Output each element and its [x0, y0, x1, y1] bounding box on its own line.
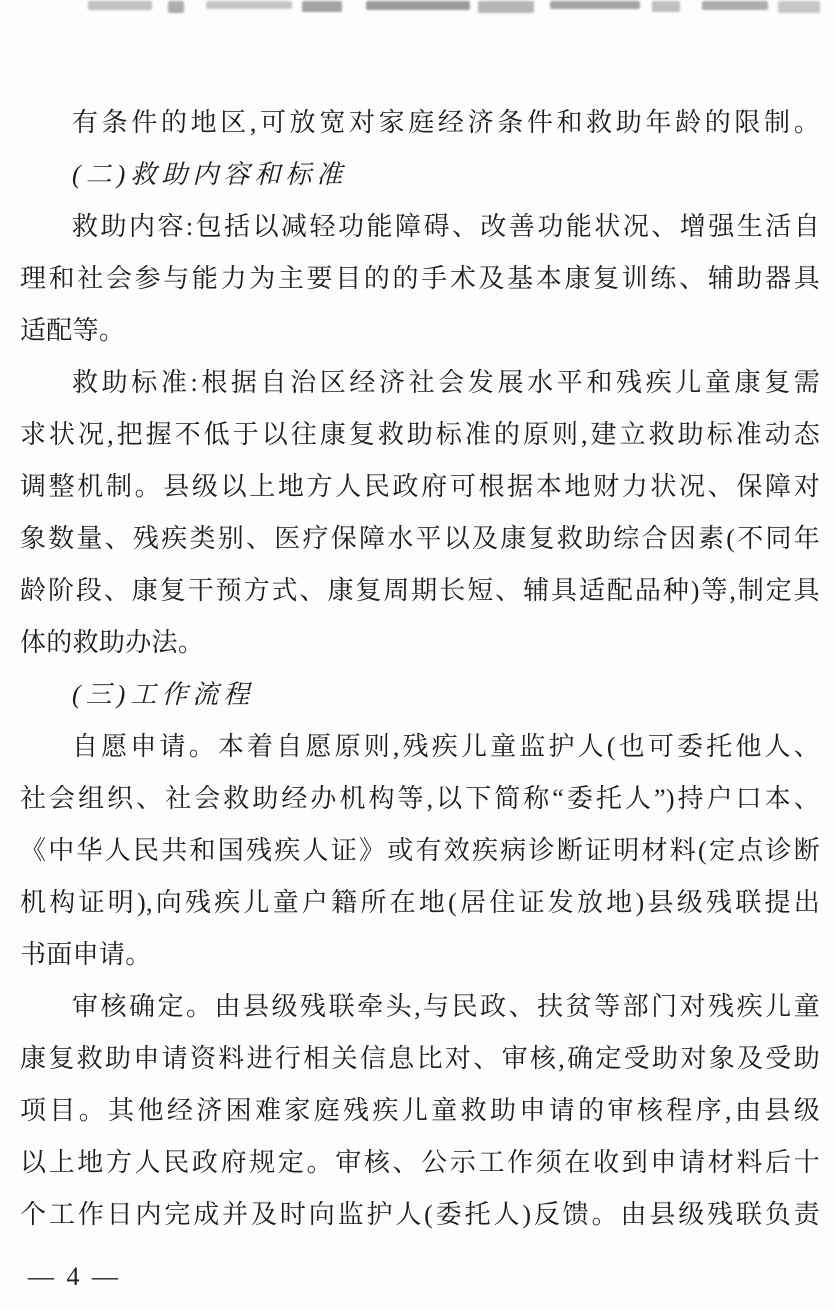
text-line: 个工作日内完成并及时向监护人(委托人)反馈。由县级残联负责: [20, 1200, 820, 1229]
text-line: 社会组织、社会救助经办机构等,以下简称“委托人”)持户口本、: [20, 784, 820, 813]
scan-artifact-top: [88, 1, 802, 16]
text-line: 象数量、残疾类别、医疗保障水平以及康复救助综合因素(不同年: [20, 524, 820, 553]
text-line: 项目。其他经济困难家庭残疾儿童救助申请的审核程序,由县级: [20, 1096, 820, 1125]
text-line: 有条件的地区,可放宽对家庭经济条件和救助年龄的限制。: [72, 108, 820, 137]
text-line: 龄阶段、康复干预方式、康复周期长短、辅具适配品种)等,制定具: [20, 576, 820, 605]
text-line: 机构证明),向残疾儿童户籍所在地(居住证发放地)县级残联提出: [20, 888, 820, 917]
text-line: 救助标准:根据自治区经济社会发展水平和残疾儿童康复需: [72, 368, 820, 397]
text-line: 康复救助申请资料进行相关信息比对、审核,确定受助对象及受助: [20, 1044, 820, 1073]
text-line: 审核确定。由县级残联牵头,与民政、扶贫等部门对残疾儿童: [72, 992, 820, 1021]
text-line: 书面申请。: [20, 940, 152, 969]
text-line: 求状况,把握不低于以往康复救助标准的原则,建立救助标准动态: [20, 420, 820, 449]
text-line: 理和社会参与能力为主要目的的手术及基本康复训练、辅助器具: [20, 264, 820, 293]
document-body: [20, 97, 820, 1241]
text-line: 《中华人民共和国残疾人证》或有效疾病诊断证明材料(定点诊断: [20, 836, 820, 865]
section-heading: (三)工作流程: [72, 680, 255, 709]
section-heading: (二)救助内容和标准: [72, 160, 348, 189]
text-line: 适配等。: [20, 316, 126, 345]
page-number: — 4 —: [28, 1262, 121, 1291]
text-line: 救助内容:包括以减轻功能障碍、改善功能状况、增强生活自: [72, 212, 820, 241]
text-line: 体的救助办法。: [20, 628, 205, 657]
text-line: 以上地方人民政府规定。审核、公示工作须在收到申请材料后十: [20, 1148, 820, 1177]
text-line: 调整机制。县级以上地方人民政府可根据本地财力状况、保障对: [20, 472, 820, 501]
text-line: 自愿申请。本着自愿原则,残疾儿童监护人(也可委托他人、: [72, 732, 820, 761]
